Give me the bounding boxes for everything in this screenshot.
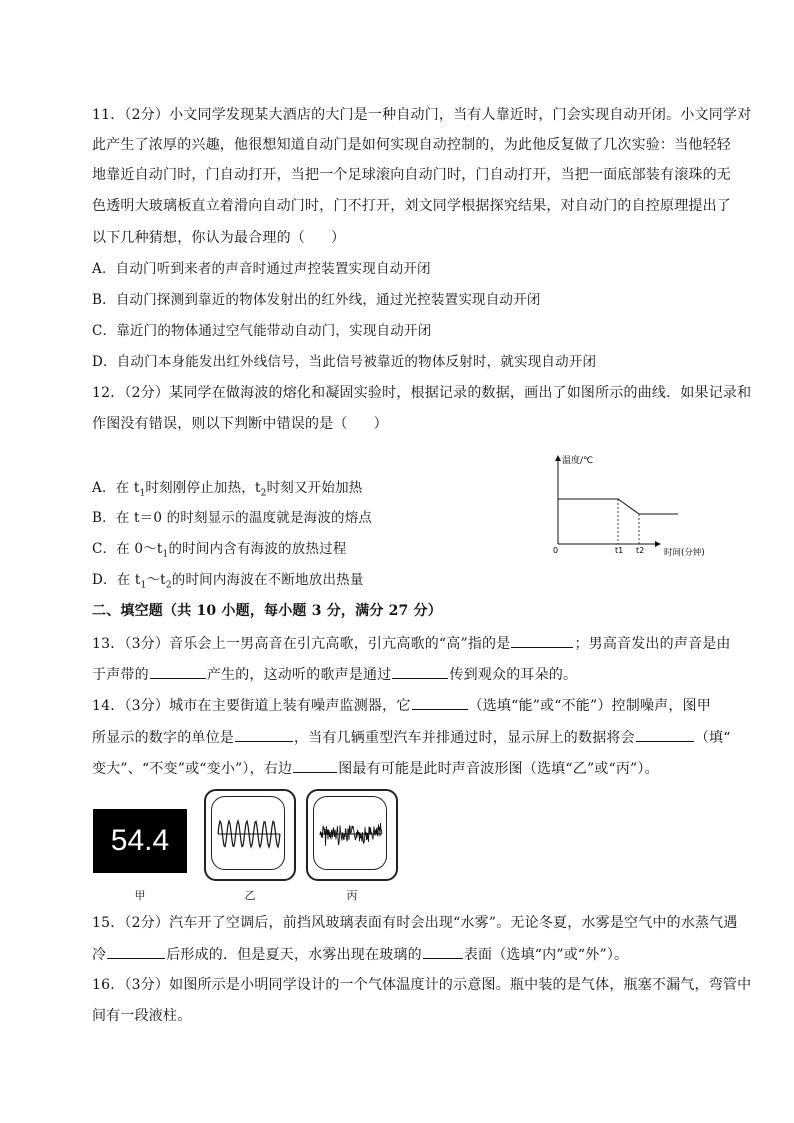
q13-text-1: 13．（3分）音乐会上一男高音在引亢高歌，引亢高歌的“高”指的是	[92, 636, 511, 652]
q14-text-2: （选填“能”或“不能”）控制噪声，图甲	[468, 698, 711, 714]
q11-option-a: A．自动门听到来者的声音时通过声控装置实现自动开闭	[92, 261, 431, 277]
sine-waveform-icon	[212, 797, 285, 870]
caption-bing: 丙	[346, 889, 358, 902]
q12-d-part2: ～t	[146, 572, 166, 588]
q11-option-b: B．自动门探测到靠近的物体发射出的红外线，通过光控装置实现自动开闭	[92, 292, 541, 308]
q12-line-1: 12．（2分）某同学在做海波的熔化和凝固实验时，根据记录的数据，画出了如图所示的曲线．如果记录和	[92, 385, 752, 401]
q12-paren-close: ）	[373, 416, 388, 432]
y-axis-label: 温度/℃	[562, 456, 594, 466]
q11-stem-end: 以下几种猜想，你认为最合理的（	[92, 230, 305, 246]
section-heading: 二、填空题（共 10 小题，每小题 3 分，满分 27 分）	[92, 603, 442, 619]
q13-text-4: 产生的，这动听的歌声是通过	[206, 667, 392, 683]
q14-text-5: （填“	[694, 730, 731, 746]
x-tick-label-t1: t1	[615, 546, 624, 555]
q14-blank-4[interactable]	[293, 758, 337, 773]
q16-line-2: 间有一段液柱。	[92, 1008, 192, 1024]
caption-jia: 甲	[134, 889, 146, 902]
q15-line-1: 15．（2分）汽车开了空调后，前挡风玻璃表面有时会出现“水雾”。无论冬夏，水雾是空气中的水蒸气遇	[92, 915, 738, 931]
q12-a-part3: 时刻又开始加热	[266, 480, 363, 496]
x-tick-label-t2: t2	[636, 546, 645, 555]
q12-c-part2: 的时间内含有海波的放热过程	[168, 541, 347, 557]
q12-option-b: B．在 t＝0 的时刻显示的温度就是海波的熔点	[92, 510, 373, 526]
q13-blank-3[interactable]	[392, 664, 448, 679]
q12-option-a	[92, 478, 362, 504]
q14-text-4: ，当有几辆重型汽车并排通过时，显示屏上的数据将会	[294, 730, 635, 746]
q13-blank-1[interactable]	[511, 633, 573, 648]
q14-text-7: 图最有可能是此时声音波形图（选填“乙”或“丙”）。	[338, 761, 659, 777]
q12-a-sub2: 2	[260, 488, 267, 499]
temperature-time-chart	[548, 452, 748, 562]
q12-line-2	[92, 414, 388, 434]
q14-text-3: 所显示的数字的单位是	[92, 730, 234, 746]
q12-a-sub1: 1	[139, 488, 146, 499]
q14-line-1	[92, 695, 711, 716]
q12-c-part1: C．在 0～t	[92, 541, 163, 557]
q12-d-sub1: 1	[140, 580, 147, 591]
q12-d-part1: D．在 t	[92, 572, 141, 588]
q11-line-5	[92, 228, 345, 248]
waveform-monitor-yi	[204, 789, 296, 881]
waveform-monitor-bing	[306, 789, 398, 881]
q15-text-3: 表面（选填“内”或“外”）。	[463, 947, 629, 963]
q14-blank-2[interactable]	[235, 727, 293, 742]
q14-blank-1[interactable]	[412, 695, 468, 710]
q11-line-4: 色透明大玻璃板直立着滑向自动门时，门不打开，刘文同学根据探究结果，对自动门的自控原理提出了	[92, 198, 731, 214]
q12-c-sub1: 1	[162, 549, 169, 560]
q13-text-5: 传到观众的耳朵的。	[449, 667, 578, 683]
q11-paren-close: ）	[331, 230, 346, 246]
q11-option-c: C．靠近门的物体通过空气能带动自动门，实现自动开闭	[92, 323, 432, 339]
q11-line-1: 11．（2分）小文同学发现某大酒店的大门是一种自动门，当有人靠近时，门会实现自动开闭。小文同学对	[92, 107, 752, 123]
q15-text-2: 后形成的．但是夏天，水雾出现在玻璃的	[166, 947, 422, 963]
q14-line-2	[92, 727, 731, 748]
q13-line-2	[92, 664, 577, 685]
q12-option-d	[92, 570, 364, 596]
caption-yi: 乙	[244, 889, 256, 902]
q14-text-6: 变大”、“不变”或“变小”），右边	[92, 761, 293, 777]
q11-option-d: D．自动门本身能发出红外线信号，当此信号被靠近的物体反射时，就实现自动开闭	[92, 354, 597, 370]
q15-blank-2[interactable]	[423, 944, 463, 959]
q15-text-1: 冷	[92, 947, 107, 963]
origin-label: 0	[553, 546, 559, 555]
q12-stem-end: 作图没有错误，则以下判断中错误的是（	[92, 416, 348, 432]
noise-waveform-icon	[314, 797, 387, 870]
q15-blank-1[interactable]	[107, 944, 165, 959]
q13-text-2: ；男高音发出的声音是由	[574, 636, 731, 652]
q15-line-2	[92, 944, 628, 965]
q12-a-part1: A．在 t	[92, 480, 140, 496]
q16-line-1: 16．（3分）如图所示是小明同学设计的一个气体温度计的示意图。瓶中装的是气体，瓶塞不漏气，弯管中	[92, 977, 752, 993]
noise-meter-display: 54.4	[93, 809, 187, 873]
q13-line-1	[92, 633, 731, 654]
q13-text-3: 于声带的	[92, 667, 149, 683]
q12-d-sub2: 2	[165, 580, 172, 591]
q11-line-2: 此产生了浓厚的兴趣，他很想知道自动门是如何实现自动控制的，为此他反复做了几次实验：当他轻轻	[92, 137, 731, 153]
q13-blank-2[interactable]	[150, 664, 206, 679]
q12-a-part2: 时刻刚停止加热，t	[145, 480, 261, 496]
q12-d-part3: 的时间内海波在不断地放出热量	[171, 572, 364, 588]
q12-option-c	[92, 539, 347, 565]
x-axis-label: 时间(分钟)	[664, 548, 705, 558]
q11-line-3: 地靠近自动门时，门自动打开，当把一个足球滚向自动门时，门自动打开，当把一面底部装有滚珠的无	[92, 167, 731, 183]
q14-text-1: 14．（3分）城市在主要街道上装有噪声监测器，它	[92, 698, 411, 714]
q14-line-3	[92, 758, 659, 779]
q14-blank-3[interactable]	[636, 727, 694, 742]
